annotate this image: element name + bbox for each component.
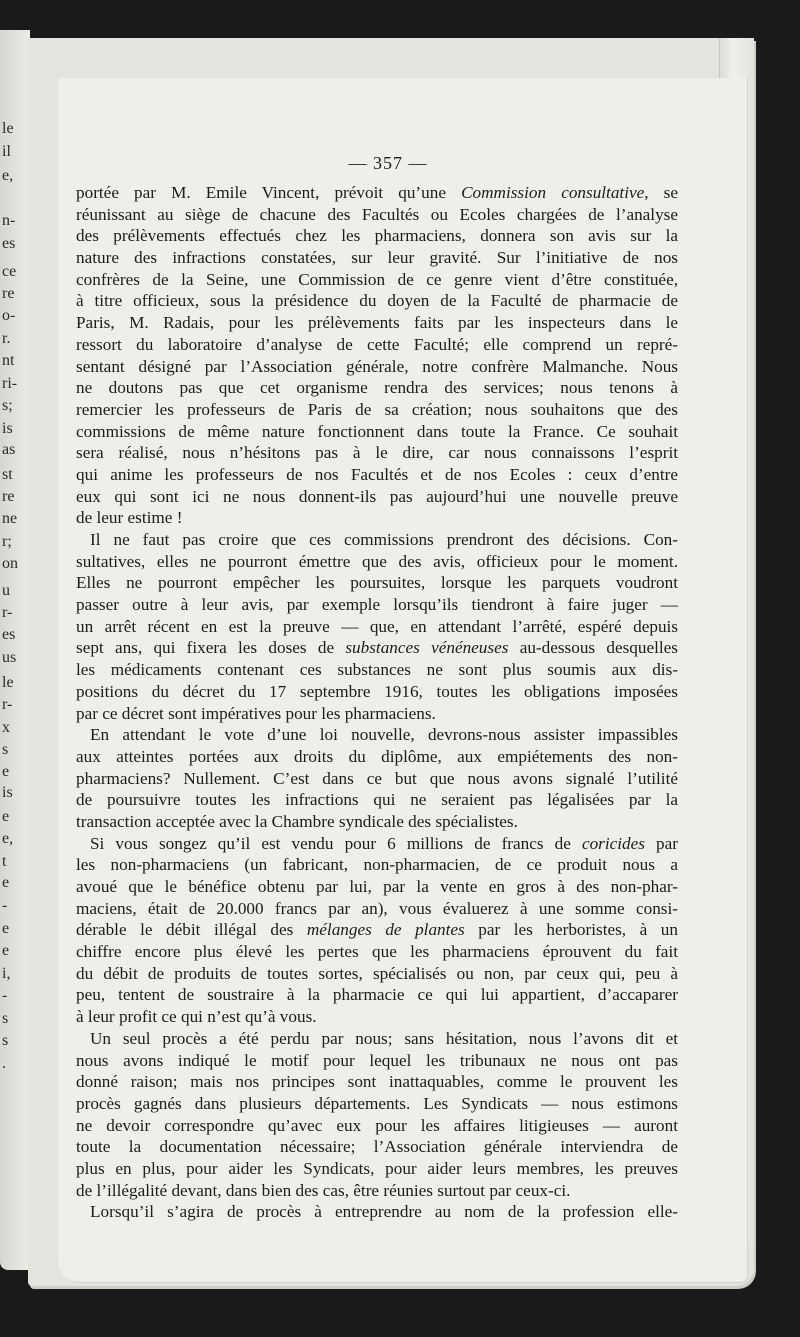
text-run: les non-pharmaciens (un fabricant, non-pharmacien, de ce produit nous a [76,855,678,875]
text-run: remercier les professeurs de Paris de sa création; nous souhaitons que des [76,399,678,419]
facing-page-fragment: e, [2,167,14,184]
text-run: transaction acceptée avec la Chambre syndicale des spécialistes. [76,811,518,831]
paragraph [76,833,678,1028]
text-run: sera réalisé, nous n’hésitons pas à le dire, car nous connaissons l’esprit [76,443,678,463]
text-run: sentant désigné par l’Association générale, notre confrère Malmanche. Nous [76,356,678,376]
italic-text: Commission consultative, [461,183,649,202]
text-run: Il ne faut pas croire que ces commissions prendront des décisions. Con- [90,530,678,549]
facing-page-fragment: es [2,235,16,252]
text-line [76,789,678,811]
text-run: à leur profit ce qui n’est qu’à vous. [76,1007,317,1027]
text-run: peu, tentent de soustraire à la pharmacie ce qui lui appartient, d’accaparer [76,985,678,1005]
italic-text: substances vénéneuses [345,638,509,658]
facing-page-fragment: on [2,555,18,572]
text-run: Elles ne pourront empêcher les poursuites, lorsque les parquets voudront [76,573,678,593]
text-run: positions du décret du 17 septembre 1916, toutes les obligations imposées [76,681,678,701]
facing-page-fragment: s [2,1032,9,1049]
text-line [76,290,678,312]
page-number: — 357 — [348,153,428,173]
text-run: donné raison; mais nos principes sont inattaquables, comme le prouvent les [76,1072,678,1092]
text-line [76,681,678,703]
text-run: des prélèvements effectués chez les pharmaciens, donnera son avis sur la [76,226,678,246]
facing-page-fragment: . [2,1055,6,1072]
text-run: avoué que le bénéfice obtenu par lui, par la vente en gros à des non-phar- [76,877,678,896]
text-line [76,898,678,920]
facing-page-fragment: us [2,649,17,666]
text-run: de leur estime ! [76,508,183,528]
paragraph [76,529,678,724]
text-run: plus en plus, pour aider les Syndicats, pour aider leurs membres, les preuves [76,1158,678,1178]
facing-page-fragment: o- [2,307,16,324]
text-line [76,225,678,247]
text-run: de poursuivre toutes les infractions qui ne seraient pas légalisées par la [76,790,678,810]
text-run: commissions de même nature fonctionnent dans toute la France. Ce souhait [76,421,678,441]
text-line [76,984,678,1006]
text-run: pharmaciens? Nullement. C’est dans ce but que nous avons signalé l’utilité [76,768,678,788]
text-line [76,854,678,876]
facing-page-fragment: i, [2,965,11,982]
document-page [58,78,748,1283]
text-line [76,551,678,573]
facing-page-fragment: r; [2,533,12,550]
facing-page-fragment: le [2,120,14,137]
text-run: procès gagnés dans plusieurs départements. Les Syndicats — nous estimons [76,1093,678,1113]
facing-page-fragment: nt [2,352,15,369]
text-line [76,356,678,378]
text-run: eux qui sont ici ne nous donnent-ils pas aujourd’hui une nouvelle preuve [76,486,678,506]
text-line [76,1028,678,1050]
facing-page-fragment: - [2,987,8,1004]
text-run: chiffre encore plus élevé les pertes que les pharmaciens éprouvent du fait [76,942,678,962]
facing-page-fragment: r. [2,330,11,347]
text-line [76,1050,678,1072]
text-run: au-dessous desquelles [508,638,678,658]
text-line [76,659,678,681]
text-line [76,247,678,269]
text-line [76,1093,678,1115]
facing-page-fragment: t [2,853,7,870]
text-line [76,1180,678,1202]
italic-text: mélanges de plantes [306,920,465,940]
text-run: réunissant au siège de chacune des Facultés ou Ecoles chargées de l’analyse [76,204,678,224]
text-line [76,811,678,833]
text-line [76,269,678,291]
text-line [76,919,678,941]
facing-page-fragment: - [2,897,8,914]
text-run: confrères de la Seine, une Commission de ce genre vient d’être constituée, [76,269,678,289]
text-run: portée par M. Emile Vincent, prévoit qu’une [76,183,462,202]
text-run: nature des infractions constatées, sur leur gravité. Sur l’initiative de nos [76,248,678,268]
text-run: de l’illégalité devant, dans bien des cas, être réunies surtout par ceux-ci. [76,1180,571,1200]
text-line [76,1136,678,1158]
text-line [76,1006,678,1028]
text-run: Si vous songez qu’il est vendu pour 6 millions de francs de [90,833,582,853]
facing-page-fragment: as [2,441,16,458]
text-run: nous avons indiqué le motif pour lequel les tribunaux ne nous ont pas [76,1050,678,1070]
text-run: Paris, M. Radais, pour les prélèvements faits par les inspecteurs dans le [76,313,678,333]
text-line [76,1071,678,1093]
paragraph [76,1201,678,1223]
facing-page-fragment: n- [2,212,16,229]
text-line [76,941,678,963]
text-line [76,746,678,768]
facing-page-fragment: is [2,784,13,801]
text-line [76,399,678,421]
facing-page-fragment: re [2,488,15,505]
text-run: aux atteintes portées aux droits du diplôme, aux empiétements des non- [76,746,678,766]
text-run: dérable le débit illégal des [76,920,307,940]
facing-page-fragment: s [2,1010,9,1027]
text-line [76,876,678,898]
body-text [76,182,678,1223]
text-line [76,507,678,529]
facing-page-fragment: re [2,285,15,302]
facing-page-fragment: ne [2,510,18,527]
facing-page-fragment: e [2,763,10,780]
facing-page-fragment: e [2,942,10,959]
text-line [76,486,678,508]
text-line [76,833,678,855]
text-line [76,204,678,226]
text-line [76,572,678,594]
text-run: à titre officieux, sous la présidence du doyen de la Faculté de pharmacie de [76,291,678,311]
page-stack [28,38,754,1286]
facing-page-fragment: is [2,420,13,437]
facing-page-fragment: e, [2,830,14,847]
text-run: toute la documentation nécessaire; l’Association générale interviendra de [76,1137,678,1157]
text-run: ne devoir correspondre qu’avec eux pour les affaires litigieuses — auront [76,1115,678,1135]
text-run: ressort du laboratoire d’analyse de cette Faculté; elle comprend un repré- [76,334,678,354]
facing-page-fragment: e [2,920,10,937]
text-line [76,442,678,464]
facing-page-fragment: x [2,719,10,736]
facing-page-fragment: st [2,466,13,483]
text-run: Un seul procès a été perdu par nous; sans hésitation, nous l’avons dit et [90,1028,678,1048]
text-run: Lorsqu’il s’agira de procès à entreprendre au nom de la profession elle- [90,1202,678,1222]
text-run: du débit de produits de toutes sortes, spécialisés ou non, par ceux qui, peu à [76,963,678,983]
text-line [76,182,678,204]
text-line [76,768,678,790]
text-line [76,594,678,616]
text-run: sept ans, qui fixera les doses de [76,638,346,658]
text-run: qui anime les professeurs de nos Facultés et de nos Ecoles : ceux d’entre [76,464,678,484]
text-run: un arrêt récent en est la preuve — que, en attendant l’arrêté, espéré depuis [76,616,678,636]
text-line [76,1115,678,1137]
facing-page-fragment: ri- [2,375,18,392]
text-line [76,963,678,985]
facing-page-fragment: s [2,741,9,758]
facing-page-fragment: ce [2,263,17,280]
text-run: En attendant le vote d’une loi nouvelle, devrons-nous assister impassibles [90,725,678,745]
text-run: les médicaments contenant ces substances ne sont plus soumis aux dis- [76,660,678,680]
text-run: par [644,833,678,853]
text-run: se [648,183,678,202]
text-line [76,703,678,725]
text-line [76,421,678,443]
facing-page-fragment: r- [2,696,13,713]
text-run: sultatives, elles ne pourront émettre que des avis, officieux pour le moment. [76,551,678,571]
text-line [76,1201,678,1223]
text-line [76,529,678,551]
italic-text: coricides [581,833,645,853]
text-line [76,312,678,334]
paragraph [76,724,678,832]
facing-page-fragment: e [2,808,10,825]
text-run: ne doutons pas que cet organisme rendra des services; nous tenons à [76,378,678,398]
paragraph [76,182,678,529]
text-line [76,724,678,746]
text-line [76,464,678,486]
facing-page-fragment: il [2,143,11,160]
text-line [76,637,678,659]
text-run: par les herboristes, à un [464,920,678,940]
text-run: passer outre à leur avis, par exemple lorsqu’ils tiendront à faire juger — [76,595,678,615]
facing-page-fragment: e [2,874,10,891]
facing-page-edge [0,30,30,1270]
facing-page-fragment: le [2,674,14,691]
text-run: maciens, était de 20.000 francs par an), vous évaluerez à une somme consi- [76,898,678,918]
facing-page-fragment: s; [2,397,13,414]
text-run: par ce décret sont impératives pour les pharmaciens. [76,703,436,723]
facing-page-fragment: r- [2,604,13,621]
facing-page-fragment: u [2,582,10,599]
text-line [76,616,678,638]
facing-page-fragment: es [2,626,16,643]
paragraph [76,1028,678,1202]
text-line [76,334,678,356]
text-line [76,1158,678,1180]
text-line [76,377,678,399]
